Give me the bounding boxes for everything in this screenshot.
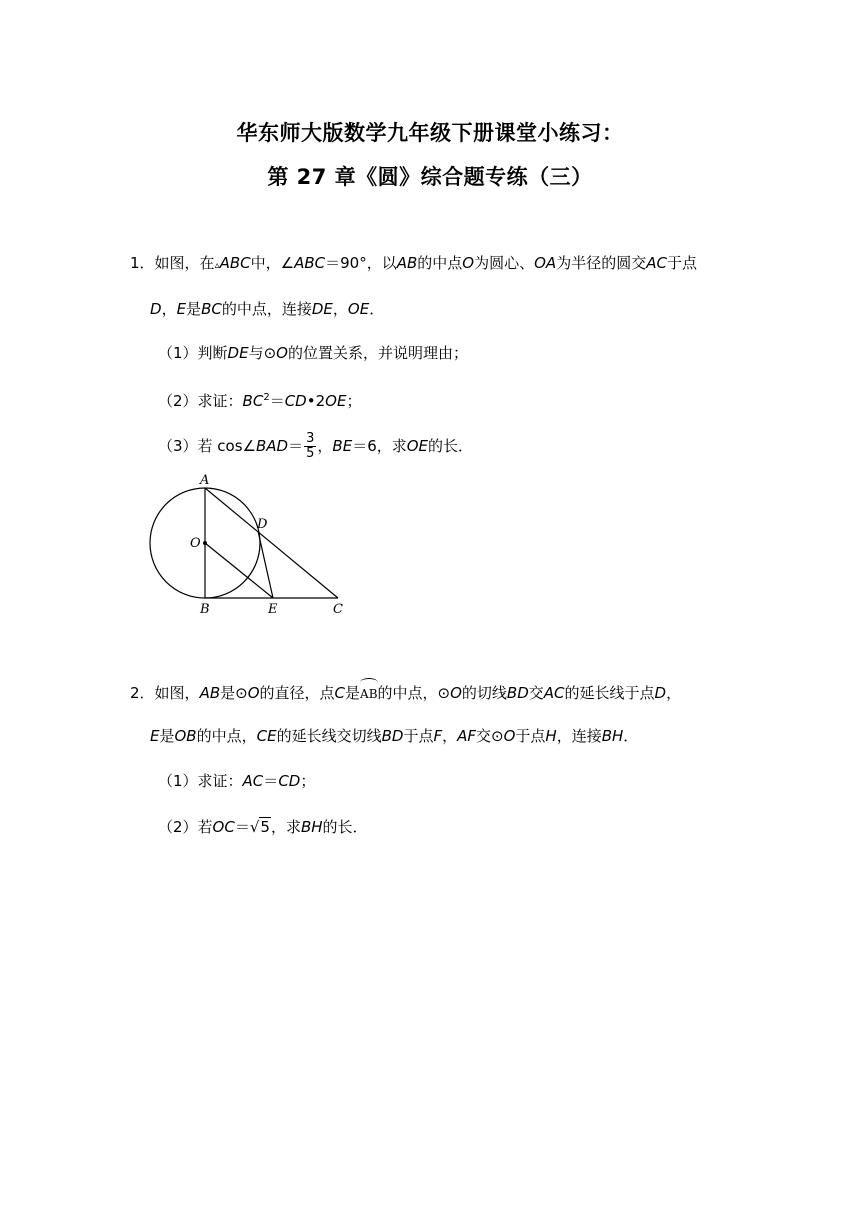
sqrt-5: √5 — [249, 818, 270, 836]
label-b: B — [200, 602, 210, 617]
q1-sub1: （1）判断DE与⊙O的位置关系，并说明理由； — [158, 344, 468, 362]
label-d: D — [257, 517, 268, 532]
label-c: C — [333, 602, 343, 617]
label-a: A — [200, 473, 210, 488]
q1-sub3: （3）若 cos∠BAD＝ $\frac{3}{5}$ ，BE＝6，求OE的长． — [158, 431, 474, 461]
q1-figure — [140, 468, 360, 618]
q2-sub1: （1）求证：AC＝CD； — [158, 772, 316, 790]
q2-line1: 2．如图，AB是⊙O的直径，点C是AB的中点，⊙O的切线BD交AC的延长线于点D， — [130, 680, 681, 704]
q2-sub2: （2）若OC＝√5，求BH的长． — [158, 818, 368, 836]
arc-ab: AB — [360, 680, 377, 704]
q1-line2: D，E是BC的中点，连接DE，OE． — [150, 300, 385, 318]
fraction-3-5: $\frac{3}{5}$ — [306, 431, 315, 461]
doc-title-line2: 第 27 章《圆》综合题专练（三） — [267, 165, 593, 189]
label-e: E — [268, 602, 278, 617]
q1-sub2: （2）求证：$BC^2=CD•2OE$； — [158, 392, 362, 410]
segment-ac — [205, 488, 338, 598]
q1-line1: 1．如图，在▵ABC中，∠ABC＝90°，以AB的中点O为圆心、OA为半径的圆交AC于点 — [130, 254, 697, 272]
point-o — [203, 541, 207, 545]
label-o: O — [190, 536, 201, 551]
q2-line2: E是OB的中点，CE的延长线交切线BD于点F，AF交⊙O于点H，连接BH． — [150, 727, 639, 745]
doc-title-line1: 华东师大版数学九年级下册课堂小练习： — [236, 121, 624, 145]
